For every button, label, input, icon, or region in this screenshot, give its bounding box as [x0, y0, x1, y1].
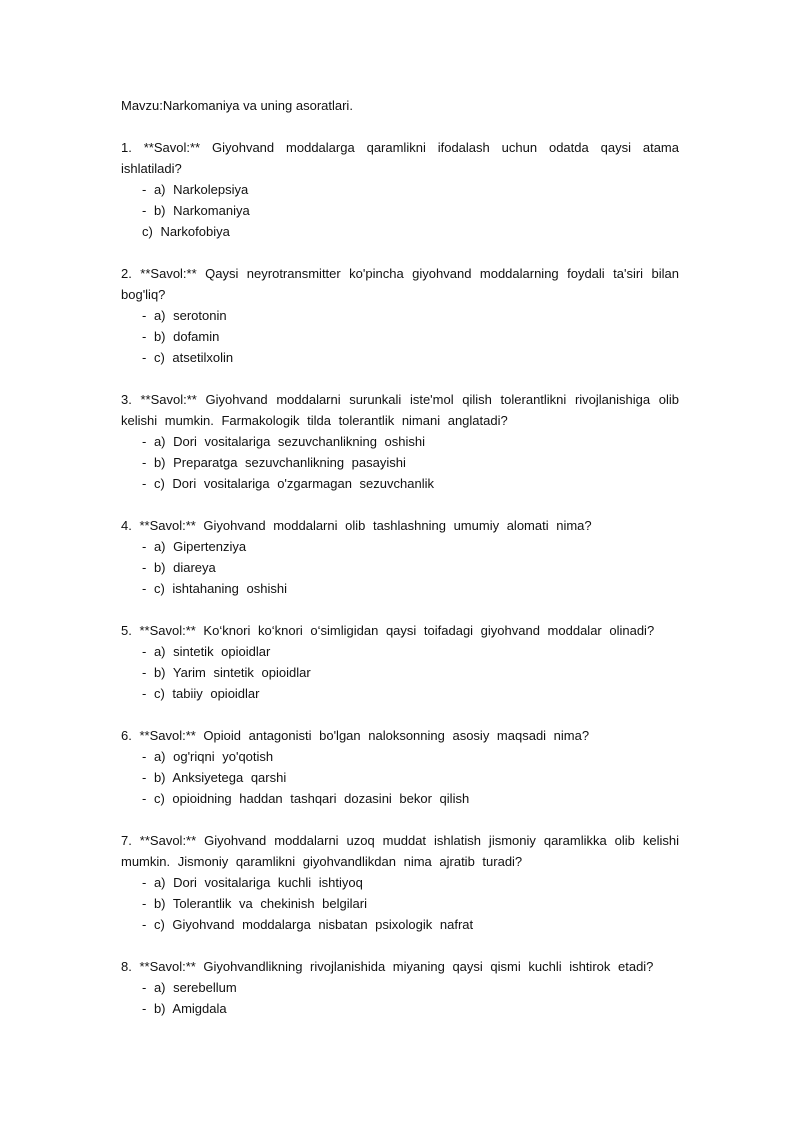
answer-option: - a) og'riqni yo'qotish [142, 749, 274, 764]
answer-option: - a) Narkolepsiya [142, 182, 249, 197]
document-title: Mavzu:Narkomaniya va uning asoratlari. [121, 98, 353, 113]
answer-options [121, 179, 679, 242]
question-item [121, 620, 679, 704]
answer-option: - a) sintetik opioidlar [142, 644, 271, 659]
answer-option: - a) Dori vositalariga kuchli ishtiyoq [142, 875, 363, 890]
answer-options [121, 977, 679, 1019]
question-text: 5. **Savol:** Ko‘knori ko‘knori o‘simligidan qaysi toifadagi giyohvand moddalar olinadi? [121, 623, 655, 638]
answer-option: - c) Giyohvand moddalarga nisbatan psixologik nafrat [142, 917, 474, 932]
question-item [121, 725, 679, 809]
answer-option: - c) atsetilxolin [142, 350, 234, 365]
answer-option: c) Narkofobiya [142, 224, 230, 239]
question-list [121, 137, 679, 1019]
answer-option: - a) Dori vositalariga sezuvchanlikning oshishi [142, 434, 426, 449]
answer-option: - b) Preparatga sezuvchanlikning pasayishi [142, 455, 406, 470]
answer-option: - b) Amigdala [142, 1001, 227, 1016]
answer-option: - a) serotonin [142, 308, 227, 323]
question-text: 8. **Savol:** Giyohvandlikning rivojlanishida miyaning qaysi qismi kuchli ishtirok etadi? [121, 959, 654, 974]
answer-option: - b) Tolerantlik va chekinish belgilari [142, 896, 367, 911]
answer-options [121, 746, 679, 809]
question-text: 7. **Savol:** Giyohvand moddalarni uzoq muddat ishlatish jismoniy qaramlikka olib kelishi mumkin. Jismoniy qaramlikni giyohvandlikdan nima ajratib turadi? [121, 833, 679, 869]
question-item [121, 830, 679, 935]
question-item [121, 263, 679, 368]
question-text: 3. **Savol:** Giyohvand moddalarni surunkali iste'mol qilish tolerantlikni rivojlanishiga olib kelishi mumkin. Farmakologik tilda tolerantlik nimani anglatadi? [121, 392, 679, 428]
answer-option: - b) dofamin [142, 329, 220, 344]
answer-options [121, 305, 679, 368]
answer-option: - c) opioidning haddan tashqari dozasini bekor qilish [142, 791, 470, 806]
question-text: 1. **Savol:** Giyohvand moddalarga qaramlikni ifodalash uchun odatda qaysi atama ishlatiladi? [121, 140, 679, 176]
answer-option: - b) Anksiyetega qarshi [142, 770, 287, 785]
answer-option: - c) ishtahaning oshishi [142, 581, 287, 596]
answer-option: - b) diareya [142, 560, 216, 575]
question-text: 6. **Savol:** Opioid antagonisti bo'lgan naloksonning asosiy maqsadi nima? [121, 728, 590, 743]
answer-options [121, 641, 679, 704]
answer-options [121, 431, 679, 494]
answer-options [121, 872, 679, 935]
answer-option: - c) tabiiy opioidlar [142, 686, 260, 701]
answer-options [121, 536, 679, 599]
question-item [121, 389, 679, 494]
answer-option: - c) Dori vositalariga o'zgarmagan sezuvchanlik [142, 476, 434, 491]
question-item [121, 956, 679, 1019]
answer-option: - a) Gipertenziya [142, 539, 247, 554]
answer-option: - a) serebellum [142, 980, 237, 995]
answer-option: - b) Yarim sintetik opioidlar [142, 665, 311, 680]
question-item [121, 515, 679, 599]
answer-option: - b) Narkomaniya [142, 203, 250, 218]
document-body [121, 95, 679, 1040]
question-text: 4. **Savol:** Giyohvand moddalarni olib tashlashning umumiy alomati nima? [121, 518, 592, 533]
question-text: 2. **Savol:** Qaysi neyrotransmitter ko'pincha giyohvand moddalarning foydali ta'siri bilan bog'liq? [121, 266, 679, 302]
question-item [121, 137, 679, 242]
